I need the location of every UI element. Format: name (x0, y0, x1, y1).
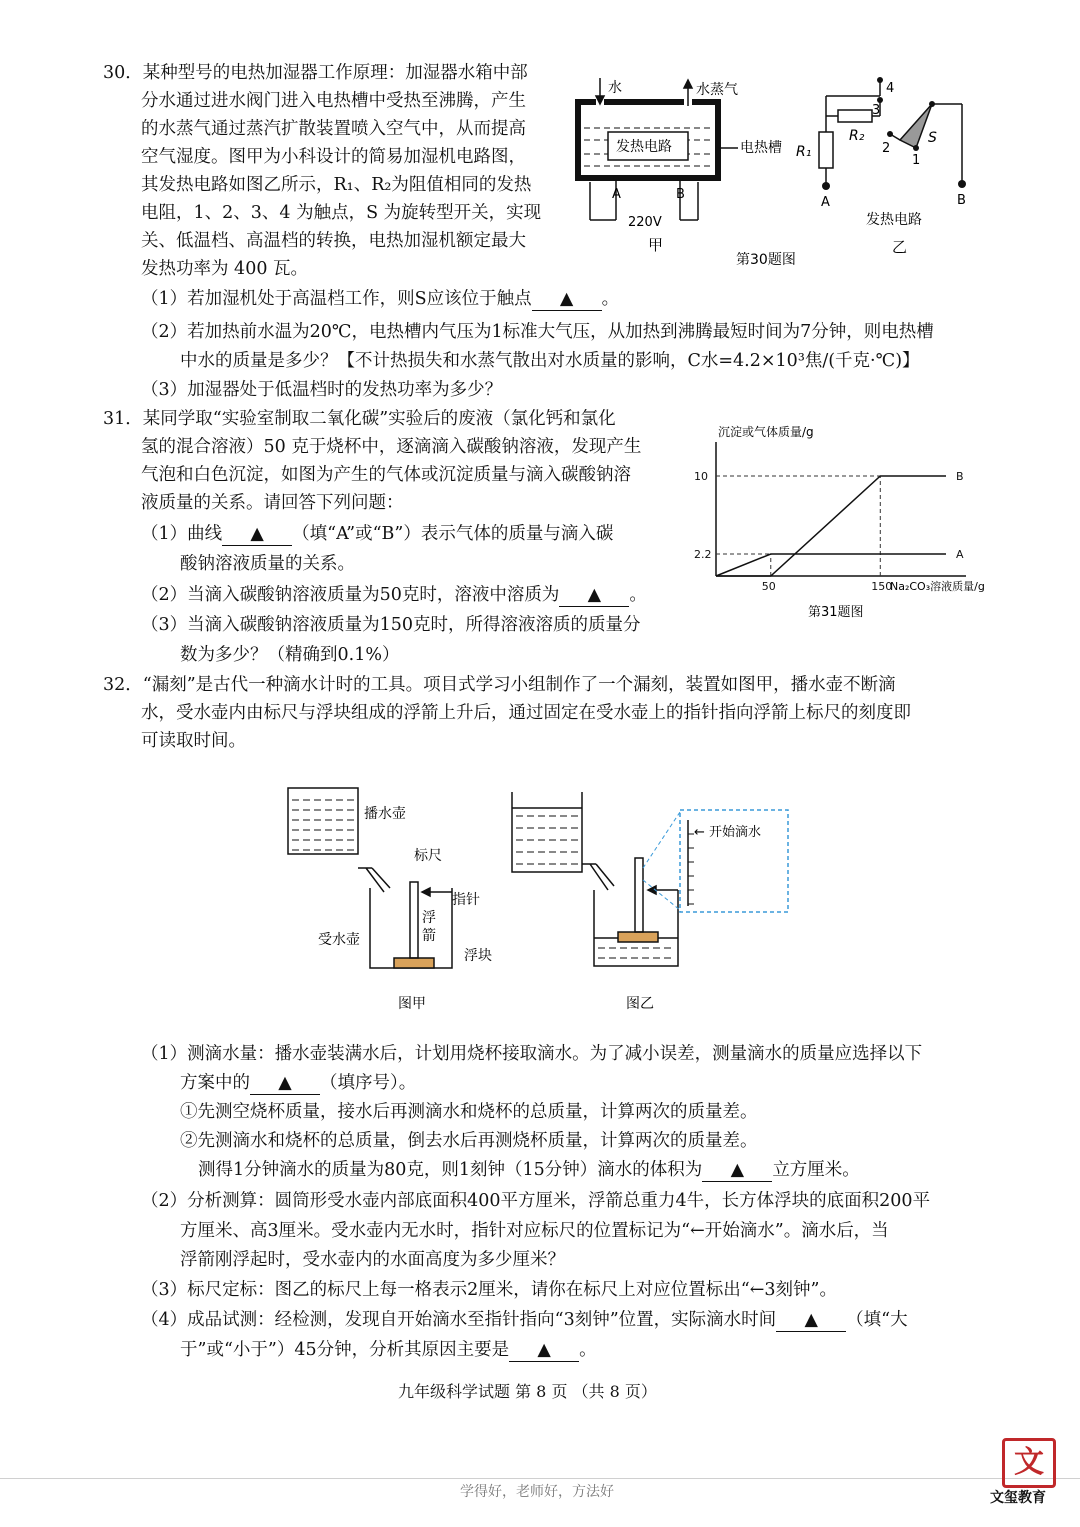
answer-blank[interactable]: ▲ (222, 523, 292, 546)
label-tank: 电热槽 (740, 140, 782, 156)
q31-part1-line2: 酸钠溶液质量的关系。 (180, 554, 355, 574)
q31-line-4: 液质量的关系。请回答下列问题： (141, 493, 404, 513)
answer-blank[interactable]: ▲ (250, 1072, 320, 1095)
q30-line-1: 30．某种型号的电热加湿器工作原理：加湿器水箱中部 (103, 63, 528, 83)
q32-part1-line3: 测得1分钟滴水的质量为80克，则1刻钟（15分钟）滴水的体积为 ▲ 立方厘米。 (198, 1160, 860, 1180)
q30-part3: （3）加湿器处于低温档时的发热功率为多少？ (141, 380, 503, 400)
answer-blank[interactable]: ▲ (776, 1309, 846, 1332)
q31-part2: （2）当滴入碳酸钠溶液质量为50克时，溶液中溶质为 ▲ 。 (141, 585, 647, 605)
chart-y-tick: 2.2 (694, 548, 712, 561)
label-yi: 乙 (892, 238, 908, 256)
slogan: 学得好，老师好，方法好 (460, 1484, 614, 1500)
chart-x-tick: 50 (761, 580, 776, 593)
chart-series-label: A (956, 548, 964, 561)
q30-line-4: 空气湿度。图甲为小科设计的简易加湿机电路图， (141, 147, 526, 167)
q30-line-2: 分水通过进水阀门进入电热槽中受热至沸腾，产生 (141, 91, 526, 111)
label-yi-a: A (821, 195, 830, 210)
label-fig-yi: 图乙 (626, 996, 654, 1012)
answer-blank[interactable]: ▲ (532, 288, 602, 311)
label-jia: 甲 (648, 236, 664, 254)
chart-y-label: 沉淀或气体质量/g (718, 425, 814, 439)
label-float-rod-2: 箭 (422, 928, 436, 944)
chart-y-tick: 10 (694, 470, 708, 483)
q32-figure (280, 780, 800, 1015)
q31-part1: （1）曲线 ▲ （填“A”或“B”）表示气体的质量与滴入碳 (141, 524, 614, 544)
q31-part3-line1: （3）当滴入碳酸钠溶液质量为150克时，所得溶液溶质的质量分 (141, 615, 641, 635)
q31-line-3: 气泡和白色沉淀，如图为产生的气体或沉淀质量与滴入碳酸钠溶 (141, 465, 631, 485)
q32-part2-line1: （2）分析测算：圆筒形受水壶内部底面积400平方厘米，浮箭总重力4牛，长方体浮块的底面积200平 (141, 1191, 931, 1211)
q32-option-2: ②先测滴水和烧杯的总质量，倒去水后再测烧杯质量，计算两次的质量差。 (180, 1131, 758, 1151)
q32-part4-line2: 于”或“小于”）45分钟，分析其原因主要是 ▲ 。 (180, 1340, 597, 1360)
label-ruler: 标尺 (414, 848, 442, 864)
label-bo-pot: 播水壶 (364, 806, 406, 822)
label-float-rod-1: 浮 (422, 910, 436, 926)
figure-30-caption: 第30题图 (736, 252, 796, 268)
q30-line-6: 电阻，1、2、3、4 为触点，S 为旋转型开关，实现 (141, 203, 542, 223)
q31-line-2: 氢的混合溶液）50 克于烧杯中，逐滴滴入碳酸钠溶液，发现产生 (141, 437, 642, 457)
q32-part1-line1: （1）测滴水量：播水壶装满水后，计划用烧杯接取滴水。为了减小误差，测量滴水的质量应选择以下 (141, 1044, 923, 1064)
brand-seal-icon: 文 (1002, 1438, 1056, 1488)
label-water-in: 水 (608, 80, 622, 96)
q30-line-8: 发热功率为 400 瓦。 (141, 259, 309, 279)
chart-series-b (716, 476, 946, 576)
label-c3: 3 (872, 103, 881, 118)
label-r1: R₁ (796, 144, 812, 160)
figure-31-caption: 第31题图 (808, 605, 864, 620)
label-heat-circuit: 发热电路 (866, 212, 922, 228)
answer-blank[interactable]: ▲ (559, 584, 629, 607)
q30-part1: （1）若加湿机处于高温档工作，则S应该位于触点 ▲ 。 (141, 289, 620, 309)
q32-part2-line3: 浮箭刚浮起时，受水壶内的水面高度为多少厘米？ (180, 1250, 565, 1270)
q31-line-1: 31．某同学取“实验室制取二氧化碳”实验后的废液（氯化钙和氯化 (103, 409, 616, 429)
label-s: S (928, 130, 937, 146)
q32-part4-line1: （4）成品试测：经检测，发现自开始滴水至指针指向“3刻钟”位置，实际滴水时间 ▲ （填“大 (141, 1310, 908, 1330)
answer-blank[interactable]: ▲ (702, 1159, 772, 1182)
label-b: B (676, 187, 685, 202)
label-steam: 水蒸气 (696, 82, 738, 98)
q30-figure (570, 70, 990, 275)
label-yi-b: B (957, 193, 966, 208)
answer-blank[interactable]: ▲ (509, 1339, 579, 1362)
q32-line-2: 水，受水壶内由标尺与浮块组成的浮箭上升后，通过固定在受水壶上的指针指向浮箭上标尺的刻度即 (141, 703, 911, 723)
label-r2: R₂ (849, 128, 865, 144)
q30-line-3: 的水蒸气通过蒸汽扩散装置喷入空气中，从而提高 (141, 119, 526, 139)
page-footer: 九年级科学试题 第 8 页 （共 8 页） (398, 1382, 657, 1401)
label-c1: 1 (912, 153, 921, 168)
q30-line-7: 关、低温档、高温档的转换，电热加湿机额定最大 (141, 231, 526, 251)
label-pointer: 指针 (452, 892, 480, 908)
chart-series-label: B (956, 470, 964, 483)
chart-series-a (716, 554, 946, 576)
q31-part3-line2: 数为多少？（精确到0.1%） (180, 645, 400, 665)
label-start-drip: ← 开始滴水 (694, 825, 762, 840)
brand-name: 文玺教育 (990, 1490, 1046, 1506)
q32-part3: （3）标尺定标：图乙的标尺上每一格表示2厘米，请你在标尺上对应位置标出“←3刻钟”。 (141, 1280, 837, 1300)
q31-chart (690, 420, 1010, 625)
q30-part2-line1: （2）若加热前水温为20℃，电热槽内气压为1标准大气压，从加热到沸腾最短时间为7分钟，则电热槽 (141, 322, 934, 342)
q32-option-1: ①先测空烧杯质量，接水后再测滴水和烧杯的总质量，计算两次的质量差。 (180, 1102, 758, 1122)
q32-line-3: 可读取时间。 (141, 731, 246, 751)
chart-x-tick: 150 (871, 580, 893, 593)
q30-line-5: 其发热电路如图乙所示，R₁、R₂为阻值相同的发热 (141, 175, 532, 195)
label-float-block: 浮块 (464, 948, 492, 964)
q30-part2-line2: 中水的质量是多少？【不计热损失和水蒸气散出对水质量的影响，C水=4.2×10³焦/(千克·℃)】 (180, 351, 920, 371)
label-fig-jia: 图甲 (398, 996, 426, 1012)
label-voltage: 220V (628, 215, 662, 230)
label-c2: 2 (882, 141, 891, 156)
chart-x-label: Na₂CO₃溶液质量/g (890, 580, 985, 593)
label-shou-pot: 受水壶 (318, 932, 360, 948)
label-a: A (612, 187, 621, 202)
q32-line-1: 32．“漏刻”是古代一种滴水计时的工具。项目式学习小组制作了一个漏刻，装置如图甲，播水壶不断滴 (103, 675, 896, 695)
label-c4: 4 (886, 81, 895, 96)
q32-part2-line2: 方厘米、高3厘米。受水壶内无水时，指针对应标尺的位置标记为“←开始滴水”。滴水后，当 (180, 1221, 889, 1241)
label-heater: 发热电路 (616, 139, 672, 155)
q32-part1-line2: 方案中的 ▲ （填序号）。 (180, 1073, 417, 1093)
